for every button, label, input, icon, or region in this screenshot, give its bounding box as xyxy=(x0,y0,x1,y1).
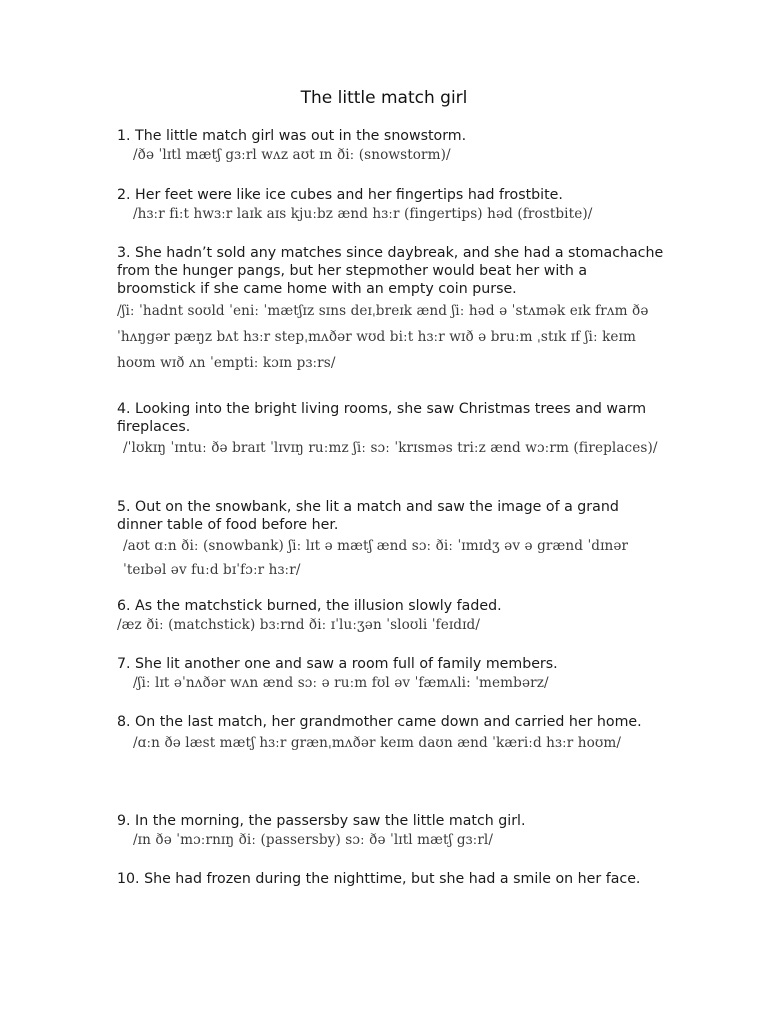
sentence-text: 4. Looking into the bright living rooms, she saw Christmas trees and warm fireplaces. xyxy=(117,401,647,435)
sentence-text: 8. On the last match, her grandmother came down and carried her home. xyxy=(117,714,642,730)
ipa-transcription: /hɜːr fiːt hwɜːr laɪk aɪs kjuːbz ænd hɜːr (fingertips) həd (frostbite)/ xyxy=(133,206,593,222)
document-title: The little match girl xyxy=(300,88,468,108)
list-item xyxy=(117,127,667,166)
sentence-text: 10. She had frozen during the nighttime, but she had a smile on her face. xyxy=(117,871,641,887)
list-item xyxy=(117,713,667,755)
ipa-transcription: /ʃiː lɪt əˈnʌðər wʌn ænd sɔː ə ruːm fʊl əv ˈfæmʌli: ˈmembərz/ xyxy=(133,675,549,691)
sentence-text: 6. As the matchstick burned, the illusion slowly faded. xyxy=(117,598,502,614)
ipa-transcription: /aʊt ɑːn ðiː (snowbank) ʃiː lɪt ə mætʃ ænd sɔː ðiː ˈɪmɪdʒ əv ə grænd ˈdɪnər ˈteɪbəl əv fuːd bɪˈfɔːr hɜːr/ xyxy=(123,538,629,578)
ipa-transcription: /ʃiː ˈhadnt soʊld ˈeniː ˈmætʃɪz sɪns deɪˌbreɪk ænd ʃiː həd ə ˈstʌmək eɪk frʌm ðə ˈhʌŋgər pæŋz bʌt hɜːr stepˌmʌðər wʊd biːt hɜːr wɪð ə bruːm ˌstɪk ɪf ʃiː keɪm hoʊm wɪð ʌn ˈemptiː kɔɪn pɜːrs/ xyxy=(117,303,649,371)
list-item xyxy=(117,186,667,225)
sentence-text: 7. She lit another one and saw a room full of family members. xyxy=(117,656,558,672)
list-item xyxy=(117,400,667,460)
sentence-text: 1. The little match girl was out in the snowstorm. xyxy=(117,128,467,144)
ipa-transcription: /æz ðiː (matchstick) bɜːrnd ðiː ɪˈluːʒən ˈsloʊli ˈfeɪdɪd/ xyxy=(117,617,481,633)
list-item xyxy=(117,597,667,636)
sentence-text: 9. In the morning, the passersby saw the little match girl. xyxy=(117,813,526,829)
ipa-transcription: /ðə ˈlɪtl mætʃ gɜːrl wʌz aʊt ɪn ðiː (snowstorm)/ xyxy=(133,147,451,163)
sentence-text: 3. She hadn’t sold any matches since daybreak, and she had a stomachache from the hunger pangs, but her stepmother would beat her with a broomstick if she came home with an empty coin purse. xyxy=(117,245,664,297)
ipa-transcription: /ˈlʊkɪŋ ˈɪntuː ðə braɪt ˈlɪvɪŋ ruːmz ʃiː sɔː ˈkrɪsməs triːz ænd wɔːrm (fireplaces)/ xyxy=(123,440,658,456)
list-item xyxy=(117,244,667,376)
ipa-transcription: /ɑːn ðə læst mætʃ hɜːr grænˌmʌðər keɪm daʊn ænd ˈkæriːd hɜːr hoʊm/ xyxy=(133,735,622,751)
sentence-text: 5. Out on the snowbank, she lit a match and saw the image of a grand dinner table of food before her. xyxy=(117,499,619,533)
list-item xyxy=(117,870,667,888)
ipa-transcription: /ɪn ðə ˈmɔːrnɪŋ ðiː (passersby) sɔː ðə ˈlɪtl mætʃ gɜːrl/ xyxy=(133,832,494,848)
list-item xyxy=(117,498,667,582)
list-item xyxy=(117,812,667,851)
sentence-text: 2. Her feet were like ice cubes and her fingertips had frostbite. xyxy=(117,187,563,203)
list-item xyxy=(117,655,667,694)
